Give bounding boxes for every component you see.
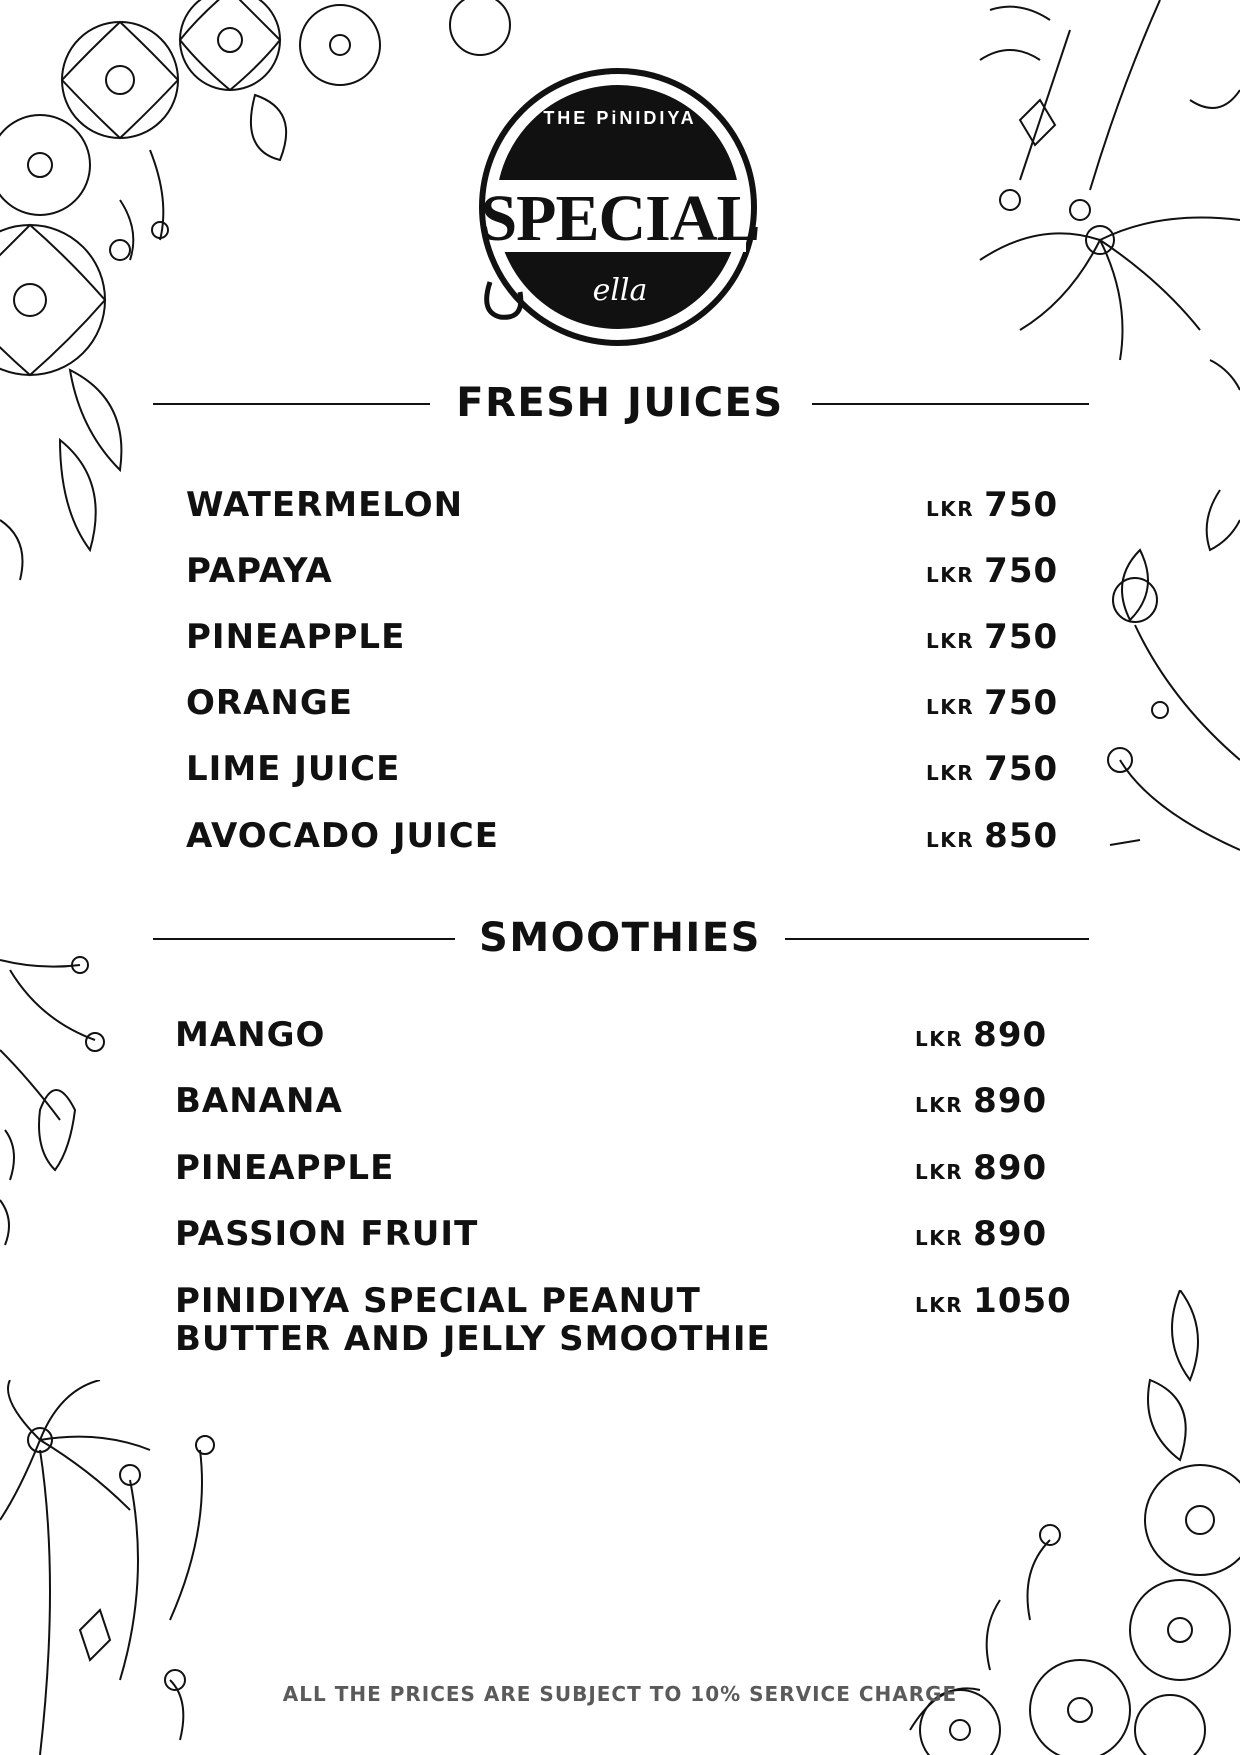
currency-label: LKR — [926, 828, 975, 852]
logo-top-text: THE PiNIDIYA — [543, 108, 697, 128]
item-name: PAPAYA — [186, 551, 333, 591]
item-price — [926, 552, 1058, 590]
floral-right-middle-decoration — [1100, 480, 1240, 880]
item-name: WATERMELON — [186, 485, 464, 525]
section-header-fresh-juices — [0, 380, 1240, 426]
currency-label: LKR — [926, 761, 975, 785]
logo-sub-text: ella — [592, 273, 648, 308]
price-amount: 750 — [984, 749, 1059, 789]
item-price — [926, 618, 1058, 656]
item-name-line-2: BUTTER AND JELLY SMOOTHIE — [175, 1319, 771, 1359]
item-name: PINEAPPLE — [186, 617, 406, 657]
item-name: PINEAPPLE — [175, 1148, 395, 1188]
price-amount: 750 — [984, 551, 1059, 591]
item-price — [915, 1282, 1072, 1320]
section-header-smoothies — [0, 915, 1240, 961]
divider-line — [812, 403, 1089, 405]
price-amount: 890 — [973, 1214, 1048, 1254]
price-amount: 850 — [984, 816, 1059, 856]
price-amount: 1050 — [973, 1281, 1072, 1321]
item-price — [915, 1016, 1047, 1054]
price-amount: 890 — [973, 1148, 1048, 1188]
item-name: PASSION FRUIT — [175, 1214, 479, 1254]
logo-main-text: SPECIAL — [480, 182, 760, 255]
item-price — [926, 684, 1058, 722]
service-charge-note: ALL THE PRICES ARE SUBJECT TO 10% SERVICE CHARGE — [282, 1682, 958, 1706]
section-title: SMOOTHIES — [455, 915, 785, 961]
price-amount: 750 — [984, 617, 1059, 657]
currency-label: LKR — [926, 563, 975, 587]
item-price — [915, 1215, 1047, 1253]
currency-label: LKR — [926, 497, 975, 521]
currency-label: LKR — [915, 1293, 964, 1317]
item-name: ORANGE — [186, 683, 353, 723]
currency-label: LKR — [926, 695, 975, 719]
restaurant-logo — [470, 62, 770, 352]
price-amount: 890 — [973, 1081, 1048, 1121]
item-price — [926, 486, 1058, 524]
currency-label: LKR — [915, 1027, 964, 1051]
currency-label: LKR — [926, 629, 975, 653]
price-amount: 890 — [973, 1015, 1048, 1055]
currency-label: LKR — [915, 1160, 964, 1184]
item-name: BANANA — [175, 1081, 343, 1121]
item-price — [926, 750, 1058, 788]
floral-top-right-decoration — [960, 0, 1240, 420]
item-name: MANGO — [175, 1015, 326, 1055]
item-name-line-1: PINIDIYA SPECIAL PEANUT — [175, 1281, 701, 1321]
item-price — [915, 1082, 1047, 1120]
floral-left-middle-decoration — [0, 950, 120, 1250]
item-price — [915, 1149, 1047, 1187]
section-title: FRESH JUICES — [432, 380, 807, 426]
price-amount: 750 — [984, 683, 1059, 723]
currency-label: LKR — [915, 1226, 964, 1250]
item-price — [926, 817, 1058, 855]
item-name: AVOCADO JUICE — [186, 816, 499, 856]
price-amount: 750 — [984, 485, 1059, 525]
divider-line — [153, 403, 430, 405]
divider-line — [153, 938, 458, 940]
divider-line — [784, 938, 1089, 940]
item-name: LIME JUICE — [186, 749, 401, 789]
currency-label: LKR — [915, 1093, 964, 1117]
